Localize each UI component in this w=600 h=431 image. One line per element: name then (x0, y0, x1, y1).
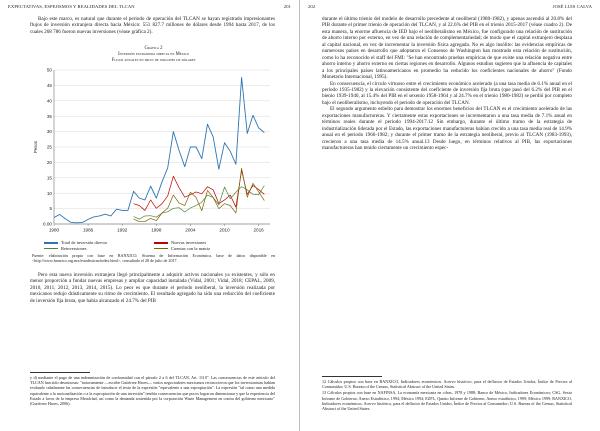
legend-label-reinversiones: Reinversiones (61, 245, 87, 251)
legend-swatch-nuevas (154, 242, 168, 243)
paragraph-2-block (30, 272, 275, 304)
chart-subtitle: Flujos anuales en miles de millones de dólares (111, 58, 196, 64)
x-tick-label: 1980 (48, 227, 60, 233)
chart-label: Gráfica 2 (144, 46, 163, 51)
legend-label-nuevas: Nuevas inversiones (171, 240, 207, 245)
right-paragraph-2: En consecuencia, el círculo virtuoso entre el crecimiento económico acelerado (a una tasa media de 6.1% anual en el periodo 1935-1982) y la elevación consistente del coeficiente de inversión fija bruta (que pasó del 6.2% del PIB en el bienio 1939-1940, al 15.4% del PIB en el sexenio 1958-1964 y al 24.7% en el trienio 1980-1982) se perdió por completo bajo el neoliberalismo, incluyendo el periodo de operación del TLCAN. (322, 80, 572, 106)
y-tick-label: 5 (49, 206, 52, 212)
legend-label-cuentas: Cuentas con la matriz (171, 245, 211, 251)
y-tick-label: 10 (46, 190, 52, 196)
chart-source-note: Fuente: elaboración propia con base en BANXICO, Sistema de Información Económica, base de datos disponible en <http://www.banxico.org.mx/estadisticas/index.html>, consultado el 28 de julio de 2017. (32, 253, 275, 264)
y-axis-label: Pesos (33, 140, 38, 154)
series-line-cuentas (134, 168, 265, 221)
fdi-line-chart (32, 66, 278, 238)
page-number-right: 202 (308, 4, 316, 9)
chart-title: Inversión extranjera directa en México (118, 52, 189, 58)
chart-container (32, 66, 278, 238)
legend-swatch-reinversiones (44, 248, 58, 249)
running-head-title: EXPECTATIVAS, ESPEJISMOS Y REALIDADES DEL TLCAN (8, 4, 135, 9)
chart-heading (32, 46, 275, 65)
running-head-left (8, 4, 291, 13)
right-paragraph-3: El segundo argumento esbelto para demostrar los enormes beneficios del TLCAN es el crecimiento acelerado de las exportaciones manufactureras. Y ciertamente estas exportaciones se incrementaron a una tasa media de 7.1% anual en términos reales durante el periodo 1994-2017.12 Sin embargo, durante el último tramo de la estrategia de industrialización liderada por el Estado, las exportaciones manufactureras habían crecido a una tasa media real de 14.9% anual en el periodo 1966-1982; y durante el primer tramo de la estrategia neoliberal, previo al TLCAN (1983-1993), crecieron a una tasa media de 14.5% anual.13 Desde luego, en términos relativos al PIB, las exportaciones manufactureras han tenido ciertamente un crecimiento espec- (322, 106, 572, 152)
y-tick-label: 30 (46, 129, 52, 135)
x-tick-label: 2016 (253, 227, 264, 233)
legend-swatch-cuentas (154, 248, 168, 249)
footnote-13: 13 Cálculos propios con base en NAFINSA, La economía mexicana en cifras, 1978 y 1988; Banco de México, Indicadores Económicos; CSG, Sexto Informe de Gobierno, Anexo Estadístico, 1994; México 1994; EZPL, Quinto Informe de Gobierno, Anexo estadístico, 1999; México 1999; BANXICO, Indicadores económicos. Acervo histórico, para el deflactor de Estados Unidos, Índice de Precios al Consumidor; U.S. Bureau of the Census, Statistical Abstract of the United States. (322, 390, 572, 412)
left-paragraph-2: Pero esta nueva inversión extranjera llegó principalmente a adquirir activos nacionales ya existentes, y sólo en menor proporción a fundar nuevas empresas y ampliar capacidad instalada (Vidal, 2001; Vidal, 2018; CEPAL, 2009, 2010, 2011, 2012, 2013, 2014, 2015). Lo peor es que durante el periodo neoliberal, la inversión realizada por mexicanos redujo drásticamente su ritmo de crecimiento. El resultado agregado ha sido una reducción del coeficiente de inversión fija bruta, que había alcanzado el 24.7% del PIB (30, 272, 275, 304)
footnote-12: 12 Cálculos propios con base en BANXICO, Indicadores económicos. Acervo histórico, para el deflactor de Estados Unidos, Índice de Precios al Consumidor; U.S. Bureau of the Census, Statistical Abstract of the United States. (322, 379, 572, 390)
y-tick-label: 45 (46, 83, 52, 88)
legend-item-reinversiones (44, 246, 144, 252)
x-tick-label: 1992 (117, 227, 128, 233)
y-tick-label: 20 (46, 160, 52, 165)
x-tick-label: 1998 (151, 227, 162, 233)
footnote-rule-left (30, 372, 90, 373)
footnote-rule-right (322, 376, 382, 377)
intro-paragraph: Bajo este marco, es natural que durante el periodo de operación del TLCAN se hayan registrado impresionantes flujos de inversión extranjera directa hacia México: 551 827.7 millones de dólares desde 1994 hasta 2017, de los cuales 268 786 fueron nuevas inversiones (véase gráfica 2). (30, 16, 275, 35)
y-tick-label: 50 (46, 67, 52, 73)
chart-legend (44, 240, 254, 251)
right-page (300, 0, 600, 431)
footnotes-left (30, 375, 275, 407)
legend-swatch-total (44, 242, 58, 243)
legend-item-cuentas (154, 246, 254, 252)
y-tick-label: 25 (46, 144, 52, 150)
x-tick-label: 2004 (185, 227, 196, 233)
right-body-block (322, 16, 572, 152)
running-head-author: JOSÉ LUIS CALVA (552, 4, 592, 9)
y-tick-label: 15 (46, 175, 52, 181)
y-tick-label: 0.00 (43, 221, 52, 227)
footnotes-right (322, 379, 572, 412)
legend-label-total: Total de inversión directa (61, 240, 107, 245)
right-paragraph-1: durante el último trienio del modelo de desarrollo precedente al neoliberal (1980-1982), y apenas ascendió al 20.8% del PIB durante el primer trienio de operación del TLCAN, y al 22.6% del PIB en el trienio 2015-2017 (véase cuadro 2). De esta manera, la enorme afluencia de IED bajo el neoliberalismo en México, fue configurado una relación de sustitución de ahorro interno por externo, en vez de una relación de complementariedad; de modo que el capital extranjero desplaza al capital nacional, en vez de incrementar la inversión física agregada. No es algo insólito: las evidencias empíricas de numerosos países en desarrollo que adoptaron el Consenso de Washington han mostrado esta relación de sustitución, como lo ha reconocido el staff del FMI: "Se han encontrado pruebas empíricas de que existe una relación negativa entre ahorro interno y ahorro externo en ciertas regiones en desarrollo. Algunos estudios sugieren que la afluencia de capitales a los principales países latinoamericanos en promedio ha reducido los coeficientes nacionales de ahorro" (Fondo Monetario Internacional, 1995). (322, 16, 572, 81)
page-number-left: 201 (283, 4, 291, 9)
y-tick-label: 35 (46, 113, 52, 119)
x-tick-label: 1986 (82, 227, 94, 233)
footnote-continuation: y d) mediante el pago de una indemnización de conformidad con el párrafo 2 a 6 del TLCAN, Art. 1110". Las consecuencias de este artículo del TLCAN han sido desastrosas: "notoriamente —escribe Gutiérrez Haces— varios negociadores mexicanos reconocieron que los inversionistas habían evaluado cabalmente las consecuencias de introducir el texto de la expresión "equivalente a una expropiación". La expresión "tal como una medida equivalente a la nacionalización o a la expropiación de una inversión" tendría consecuencias que pocos lograron dimensionar y que la experiencia del Estado a favor de la empresa Metalclad, así como la demanda sostenida por la corporación Waste Management en contra del gobierno mexicano" (Gutiérrez Haces, 2006). (30, 375, 275, 407)
y-tick-label: 40 (46, 98, 52, 104)
intro-paragraph-block (30, 16, 275, 35)
running-head-right (308, 4, 592, 13)
x-tick-label: 2010 (219, 227, 230, 233)
